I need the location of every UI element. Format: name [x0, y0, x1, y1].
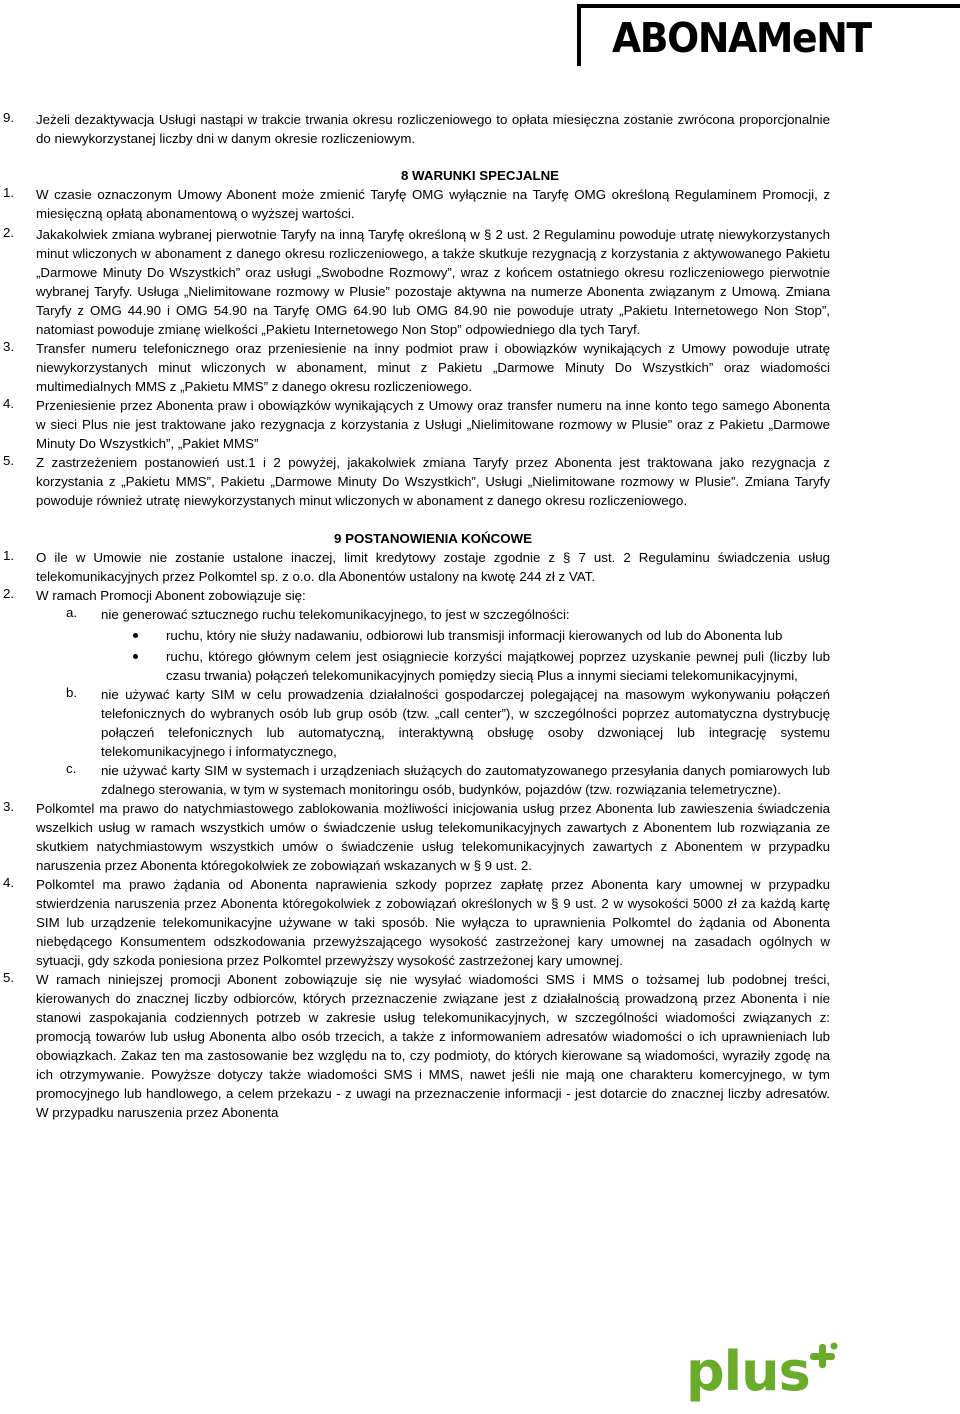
sub-item: [0, 605, 830, 624]
item-number: 5.: [3, 453, 15, 468]
sub-item-letter: b.: [66, 685, 78, 700]
plus-logo-text: plus: [686, 1340, 810, 1403]
item-text: Przeniesienie przez Abonenta praw i obowiązków wynikających z Umowy oraz transfer numeru na inne konto tego samego Abonenta w sieci Plus nie jest traktowane jako rezygnacja z korzystania z Usługi „Nielimitowane rozmowy w Plusie” oraz z Pakietu „Darmowe Minuty Do Wszystkich”, „Pakiet MMS”: [36, 398, 830, 451]
section-8-title: 8 WARUNKI SPECJALNE: [400, 168, 560, 183]
sub-item-letter: a.: [66, 605, 78, 620]
list-item: [0, 185, 830, 223]
item-text: W czasie oznaczonym Umowy Abonent może zmienić Taryfę OMG wyłącznie na Taryfę OMG określoną Regulaminem Promocji, z miesięczną opłatą abonamentową o wyższej wartości.: [36, 187, 830, 221]
item-text: Jakakolwiek zmiana wybranej pierwotnie Taryfy na inną Taryfę określoną w § 2 ust. 2 Regulaminu powoduje utratę niewykorzystanych minut wliczonych w abonament z danego okresu rozliczeniowego, a także skutkuje rezygnacją z korzystania z aktywowanego Pakietu „Darmowe Minuty Do Wszystkich” oraz usługi „Swobodne Rozmowy”, wraz z końcem ostatniego okresu rozliczeniowego pierwotnie wybranej Taryfy. Usługa „Nielimitowane rozmowy w Plusie” pozostaje aktywna na numerze Abonenta związanym z Umową. Zmiana Taryfy z OMG 44.90 i OMG 54.90 na Taryfę OMG 64.90 lub OMG 84.90 nie powoduje utraty „Pakietu Internetowego Non Stop”, natomiast powoduje zmianę wielkości „Pakietu Internetowego Non Stop” odpowiedniego dla tych Taryf.: [36, 227, 830, 337]
list-item: [0, 110, 830, 148]
item-number: 1.: [3, 185, 15, 200]
list-item: [0, 225, 830, 339]
plus-sign-icon: [810, 1343, 838, 1369]
list-item: [0, 396, 830, 453]
item-text: W ramach niniejszej promocji Abonent zobowiązuje się nie wysyłać wiadomości SMS i MMS o tożsamej lub podobnej treści, kierowanych do znacznej liczby odbiorców, których przeznaczenie związane jest z działalnością prowadzoną przez Abonenta i nie stanowi zaspokajania codziennych potrzeb w zakresie usług telekomunikacyjnych, w szczególności wiadomości związanych z: promocją towarów lub usług Abonenta albo osób trzecich, a także z informowaniem adresatów wiadomości o ich uprawnieniach lub obowiązkach. Zakaz ten ma zastosowanie bez względu na to, czy podmioty, do których kierowane są wiadomości, wyraziły zgodę na ich otrzymywanie. Powyższe dotyczy także wiadomości SMS i MMS, nawet jeśli nie mają one charakteru komercyjnego, w tym promocyjnego lub handlowego, a celem przekazu - z uwagi na przeznaczenie informacji - jest dotarcie do znacznej liczby adresatów. W przypadku naruszenia przez Abonenta: [36, 972, 830, 1120]
list-item: [0, 548, 830, 586]
item-number: 4.: [3, 396, 15, 411]
list-item: [0, 586, 830, 605]
item-number: 2.: [3, 586, 15, 601]
list-item: [0, 453, 830, 510]
sub-item: [0, 685, 830, 761]
plus-logo: [686, 1340, 841, 1408]
item-number: 9.: [3, 110, 15, 125]
item-text: W ramach Promocji Abonent zobowiązuje się:: [36, 588, 306, 603]
bullet-item: [0, 626, 830, 645]
item-number: 3.: [3, 799, 15, 814]
bullet-item: [0, 647, 830, 685]
sub-item: [0, 761, 830, 799]
bullet-icon: [133, 654, 138, 659]
document-body: [0, 110, 960, 1122]
sub-item-letter: c.: [66, 761, 77, 776]
item-text: Z zastrzeżeniem postanowień ust.1 i 2 powyżej, jakakolwiek zmiana Taryfy przez Abonenta jest traktowana jako rezygnacja z korzystania z „Pakietu MMS”, Pakietu „Darmowe Minuty Do Wszystkich”, Usługi „Nielimitowane rozmowy w Plusie”. Zmiana Taryfy powoduje również utratę niewykorzystanych minut wliczonych w abonament z danego okresu rozliczeniowego.: [36, 455, 830, 508]
abonament-logo: ABONAMeNT: [612, 14, 871, 62]
sub-item-text: nie generować sztucznego ruchu telekomunikacyjnego, to jest w szczególności:: [101, 607, 570, 622]
bullet-icon: [133, 633, 138, 638]
item-text: Jeżeli dezaktywacja Usługi nastąpi w trakcie trwania okresu rozliczeniowego to opłata miesięczna zostanie zwrócona proporcjonalnie do niewykorzystanej liczby dni w danym okresie rozliczeniowym.: [36, 112, 830, 146]
item-text: Polkomtel ma prawo żądania od Abonenta naprawienia szkody poprzez zapłatę przez Abonenta kary umownej w przypadku stwierdzenia naruszenia przez Abonenta któregokolwiek z zobowiązań określonych w § 9 ust. 2 w wysokości 5000 zł za każdą kartę SIM lub urządzenie telekomunikacyjne używane w taki sposób. Nie wyłącza to uprawnienia Polkomtel do żądania od Abonenta niebędącego Konsumentem odszkodowania przewyższającego wysokość zastrzeżonej kary umownej na zasadach ogólnych w sytuacji, gdy szkoda poniesiona przez Polkomtel przewyższy wysokość zastrzeżonej kary umownej.: [36, 877, 830, 968]
item-number: 5.: [3, 970, 15, 985]
item-number: 2.: [3, 225, 15, 240]
item-text: Polkomtel ma prawo do natychmiastowego zablokowania możliwości inicjowania usług przez Abonenta lub zawieszenia świadczenia wszelkich usług w ramach wszystkich umów o świadczenie usług telekomunikacyjnych zawartych z Abonentem lub rozwiązania ze skutkiem natychmiastowym wszystkich umów o świadczenie usług telekomunikacyjnych zawartych z Abonentem w przypadku naruszenia przez Abonenta któregokolwiek ze zobowiązań wskazanych w § 9 ust. 2.: [36, 801, 830, 873]
item-text: O ile w Umowie nie zostanie ustalone inaczej, limit kredytowy zostaje zgodnie z § 7 ust. 2 Regulaminu świadczenia usług telekomunikacyjnych przez Polkomtel sp. z o.o. dla Abonentów ustalony na kwotę 244 zł z VAT.: [36, 550, 830, 584]
bullet-text: ruchu, którego głównym celem jest osiągniecie korzyści majątkowej poprzez uzyskanie pewnej puli (liczby lub czasu trwania) połączeń telekomunikacyjnych pomiędzy siecią Plus a innymi sieciami telekomunikacyjnymi,: [166, 649, 830, 683]
item-number: 3.: [3, 339, 15, 354]
section-9-title: 9 POSTANOWIENIA KOŃCOWE: [334, 531, 532, 546]
list-item: [0, 970, 830, 1122]
bullet-text: ruchu, który nie służy nadawaniu, odbiorowi lub transmisji informacji kierowanych od lub do Abonenta lub: [166, 628, 783, 643]
list-item: [0, 799, 830, 875]
item-number: 1.: [3, 548, 15, 563]
item-number: 4.: [3, 875, 15, 890]
sub-item-text: nie używać karty SIM w celu prowadzenia działalności gospodarczej polegającej na masowym wykonywaniu połączeń telefonicznych do wybranych osób lub grup osób (tzw. „call center”), w szczególności poprzez automatyczna dystrybucję połączeń telefonicznych lub automatyczną, interaktywną obsługę osoby dzwoniącej lub integrację systemu telekomunikacyjnego i informatycznego,: [101, 687, 830, 759]
list-item: [0, 875, 830, 970]
list-item: [0, 339, 830, 396]
sub-item-text: nie używać karty SIM w systemach i urządzeniach służących do zautomatyzowanego przesyłania danych pomiarowych lub zdalnego sterowania, w tym w systemach monitoringu osób, budynków, pojazdów (tzw. rozwiązania telemetryczne).: [101, 763, 830, 797]
item-text: Transfer numeru telefonicznego oraz przeniesienie na inny podmiot praw i obowiązków wynikających z Umowy powoduje utratę niewykorzystanych minut wliczonych w abonament, minut z Pakietu „Darmowe Minuty Do Wszystkich” oraz wiadomości multimedialnych MMS z „Pakietu MMS” z danego okresu rozliczeniowego.: [36, 341, 830, 394]
